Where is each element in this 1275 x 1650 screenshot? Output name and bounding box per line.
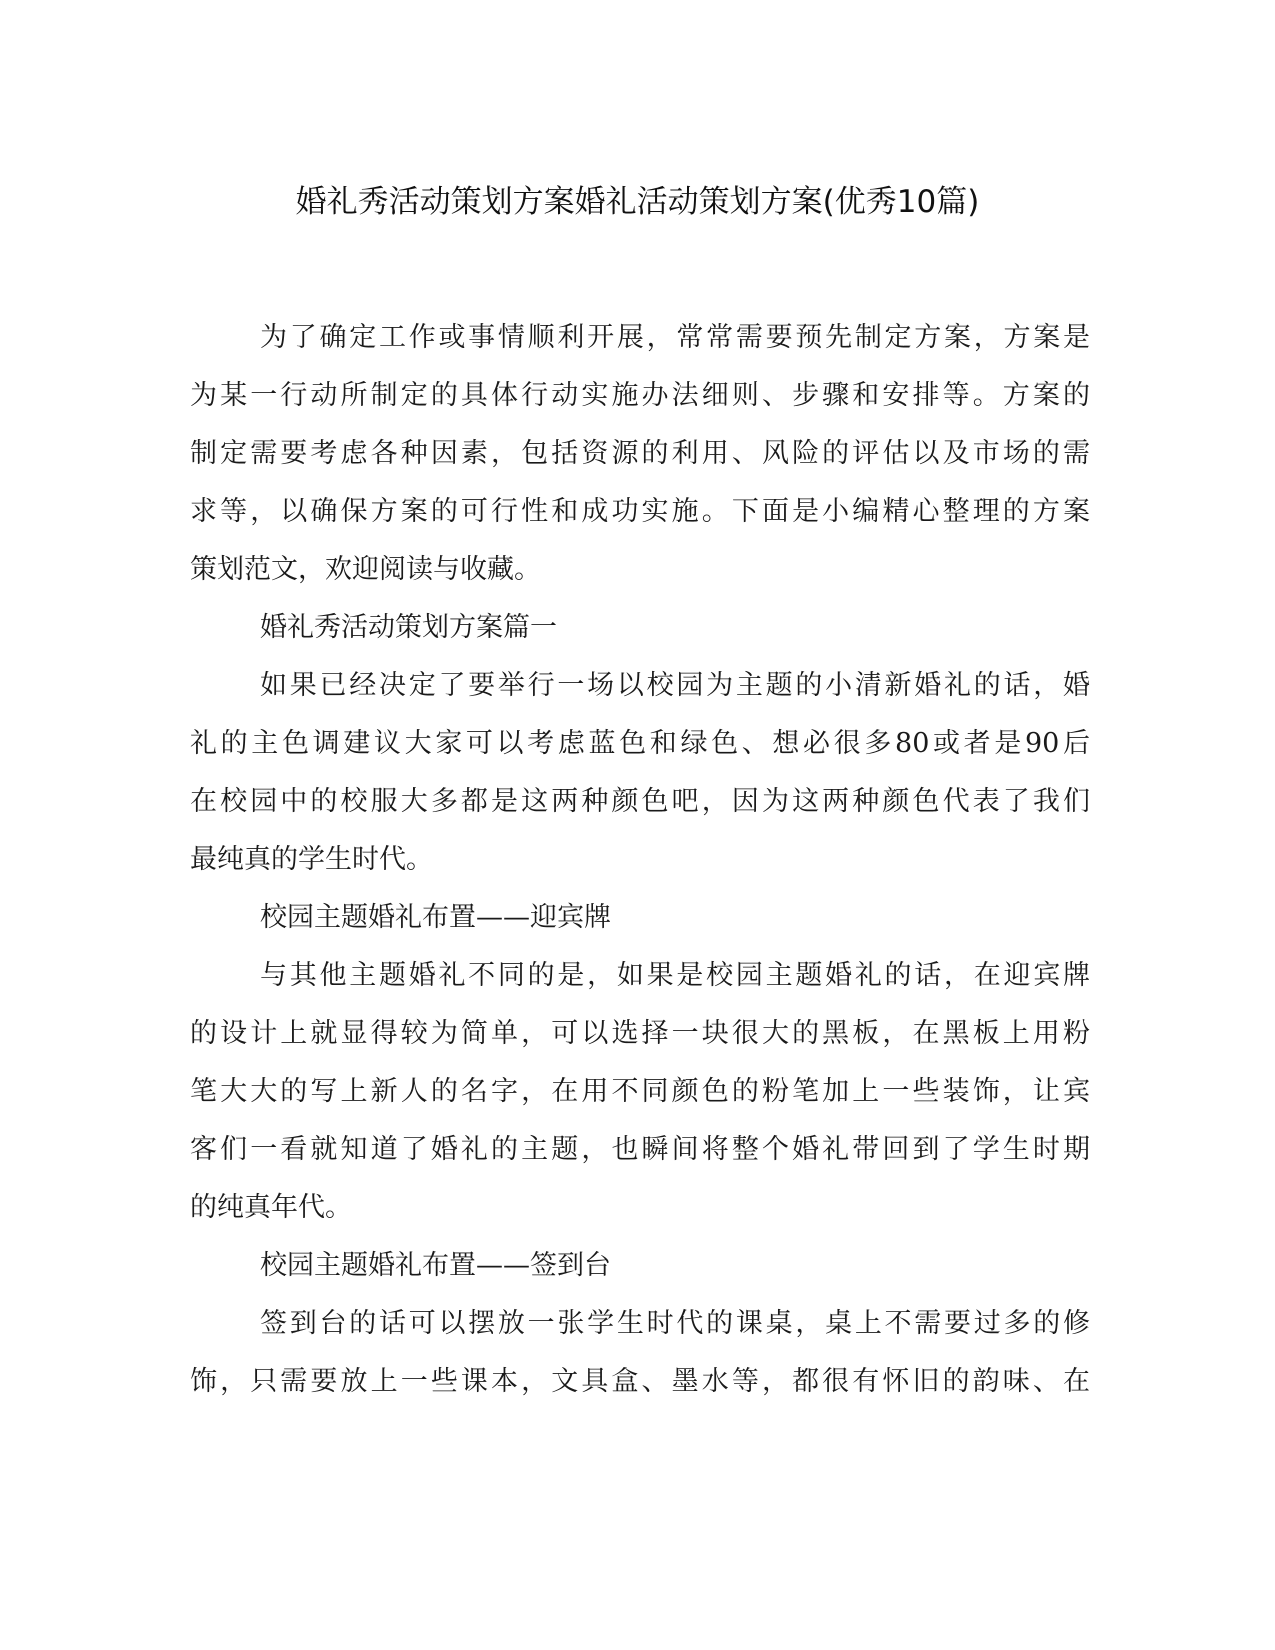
section-heading: 婚礼秀活动策划方案篇一 bbox=[260, 612, 557, 643]
section-heading: 校园主题婚礼布置——签到台 bbox=[260, 1250, 611, 1281]
paragraph-line: 如果已经决定了要举行一场以校园为主题的小清新婚礼的话，婚 bbox=[260, 670, 1090, 701]
section-heading: 校园主题婚礼布置——迎宾牌 bbox=[260, 902, 611, 933]
paragraph-line: 的设计上就显得较为简单，可以选择一块很大的黑板，在黑板上用粉 bbox=[190, 1018, 1090, 1049]
paragraph-line: 求等，以确保方案的可行性和成功实施。下面是小编精心整理的方案 bbox=[190, 496, 1090, 527]
document-title: 婚礼秀活动策划方案婚礼活动策划方案(优秀10篇) bbox=[295, 184, 980, 220]
paragraph-line: 为某一行动所制定的具体行动实施办法细则、步骤和安排等。方案的 bbox=[190, 380, 1090, 411]
paragraph-line: 最纯真的学生时代。 bbox=[190, 844, 433, 875]
paragraph-line: 的纯真年代。 bbox=[190, 1192, 352, 1223]
paragraph-line: 与其他主题婚礼不同的是，如果是校园主题婚礼的话，在迎宾牌 bbox=[260, 960, 1090, 991]
paragraph-line: 礼的主色调建议大家可以考虑蓝色和绿色、想必很多80或者是90后 bbox=[190, 728, 1090, 759]
paragraph-line: 在校园中的校服大多都是这两种颜色吧，因为这两种颜色代表了我们 bbox=[190, 786, 1090, 817]
paragraph-line: 策划范文，欢迎阅读与收藏。 bbox=[190, 554, 541, 585]
paragraph-line: 为了确定工作或事情顺利开展，常常需要预先制定方案，方案是 bbox=[260, 322, 1090, 353]
paragraph-line: 签到台的话可以摆放一张学生时代的课桌，桌上不需要过多的修 bbox=[260, 1308, 1090, 1339]
paragraph-line: 饰，只需要放上一些课本，文具盒、墨水等，都很有怀旧的韵味、在 bbox=[190, 1366, 1090, 1397]
paragraph-line: 制定需要考虑各种因素，包括资源的利用、风险的评估以及市场的需 bbox=[190, 438, 1090, 469]
paragraph-line: 笔大大的写上新人的名字，在用不同颜色的粉笔加上一些装饰，让宾 bbox=[190, 1076, 1090, 1107]
paragraph-line: 客们一看就知道了婚礼的主题，也瞬间将整个婚礼带回到了学生时期 bbox=[190, 1134, 1090, 1165]
